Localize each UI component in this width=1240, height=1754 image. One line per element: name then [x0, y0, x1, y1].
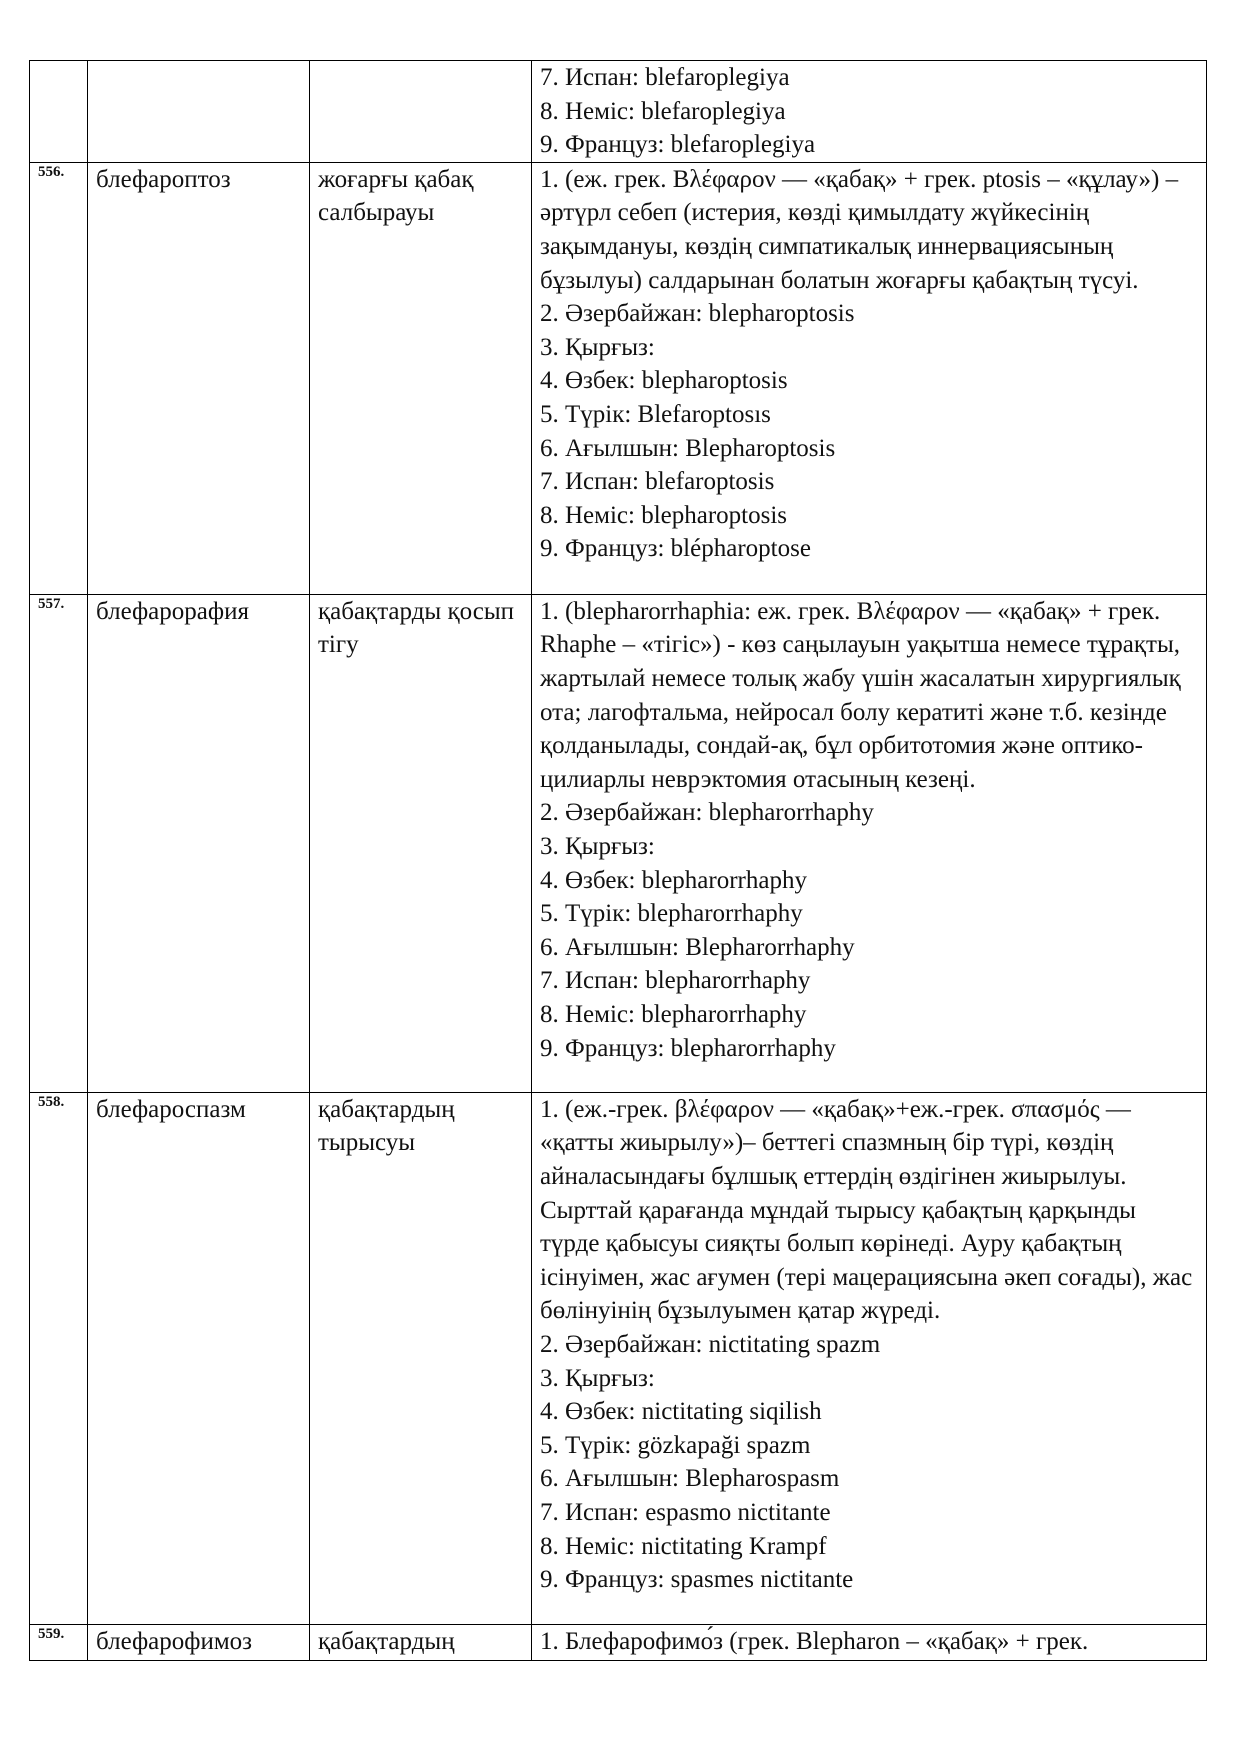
entry-number: 557.: [38, 595, 65, 612]
kazakh-term: жоғарғы қабақ салбырауы: [318, 165, 474, 227]
term: блефароптоз: [96, 165, 231, 193]
term: блефарорафия: [96, 597, 249, 625]
translation-line: 2. Әзербайжан: blepharorrhaphy: [540, 799, 874, 827]
translation-line: 6. Ағылшын: Blepharoptosis: [540, 434, 836, 462]
entry-number-cell: [30, 1092, 88, 1624]
translation-line: 5. Түрік: Blefaroptosıs: [540, 400, 771, 428]
table-row: [30, 1092, 1207, 1624]
entry-number-cell: [30, 594, 88, 1092]
term-cell: [88, 594, 310, 1092]
table-row: [30, 162, 1207, 594]
translation-line: 9. Француз: blepharorrhaphy: [540, 1034, 836, 1062]
translation-line: 9. Француз: blépharoptose: [540, 535, 811, 563]
translation-line: 9. Француз: blefaroplegiya: [540, 131, 816, 159]
term: блефароспазм: [96, 1095, 246, 1123]
translation-line: 2. Әзербайжан: nictitating spazm: [540, 1330, 881, 1358]
translation-line: 8. Неміс: blefaroplegiya: [540, 97, 786, 125]
translation-line: 7. Испан: blepharorrhaphy: [540, 967, 811, 995]
entry-number-cell: [30, 162, 88, 594]
translation-line: 4. Өзбек: nictitating siqilish: [540, 1398, 822, 1426]
dictionary-rows: [30, 61, 1207, 1661]
term-cell: [88, 1092, 310, 1624]
translation-line: 8. Неміс: blepharoptosis: [540, 501, 788, 529]
translation-line: 7. Испан: blefaroplegiya: [540, 64, 790, 91]
definition-cell: [532, 61, 1207, 163]
dictionary-table: [29, 60, 1207, 1661]
definition-cell: [532, 162, 1207, 594]
entry-number: 558.: [38, 1093, 65, 1110]
table-row: [30, 61, 1207, 163]
translation-line: 9. Француз: spasmes nictitante: [540, 1566, 854, 1594]
kazakh-term-cell: [310, 162, 532, 594]
kazakh-term: қабақтарды қосып тігу: [318, 597, 515, 659]
definition: 1. (еж.-грек. βλέφαρον — «қабақ»+еж.-грек. σπασμός — «қатты жиырылу»)– беттегі спазмның бір түрі, көздің айналасындағы бұлшық еттердің өздігінен жиырылуы. Сырттай қарағанда мұндай тырысу қабақтың қарқынды түрде қабысуы сияқты болып көрінеді. Ауру қабақтың ісінуімен, жас ағумен (тері мацерациясына әкеп соғады), жас бөлінуінің бұзылуымен қатар жүреді.: [540, 1095, 1193, 1325]
entry-number: 556.: [38, 163, 65, 180]
kazakh-term-cell: [310, 1624, 532, 1660]
kazakh-term-cell: [310, 61, 532, 163]
translation-line: 6. Ағылшын: Blepharorrhaphy: [540, 933, 855, 961]
kazakh-term-cell: [310, 1092, 532, 1624]
translation-line: 2. Әзербайжан: blepharoptosis: [540, 300, 855, 328]
translation-line: 8. Неміс: nictitating Krampf: [540, 1532, 827, 1560]
entry-number-cell: [30, 1624, 88, 1660]
term-cell: [88, 61, 310, 163]
translation-line: 3. Қырғыз:: [540, 1364, 655, 1392]
translation-line: 8. Неміс: blepharorrhaphy: [540, 1000, 807, 1028]
translation-line: 4. Өзбек: blepharoptosis: [540, 367, 788, 395]
table-row: [30, 1624, 1207, 1660]
term: блефарофимоз: [96, 1627, 253, 1655]
definition: 1. (blepharorrhaphia: еж. грек. Βλέφαρον — «қабақ» + грек. Rhaphe – «тігіс») - көз саңылауын уақытша немесе тұрақты, жартылай немесе толық жабу үшін жасалатын хирургиялық ота; лагофтальма, нейросал болу кератиті және т.б. кезінде қолданылады, сондай-ақ, бұл орбитотомия және оптико-цилиарлы неврэктомия отасының кезеңі.: [540, 597, 1181, 793]
definition: 1. (еж. грек. Βλέφαρον — «қабақ» + грек. ptosis – «құлау») – әртүрл себеп (истерия, көзді қимылдату жүйкесінің зақымдануы, көздің симпатикалық иннервациясының бұзылуы) салдарынан болатын жоғарғы қабақтың түсуі.: [540, 165, 1179, 294]
kazakh-term-cell: [310, 594, 532, 1092]
term-cell: [88, 162, 310, 594]
translation-line: 6. Ағылшын: Blepharospasm: [540, 1465, 840, 1493]
table-row: [30, 594, 1207, 1092]
translation-line: 7. Испан: espasmo nictitante: [540, 1498, 831, 1526]
translation-line: 3. Қырғыз:: [540, 333, 655, 361]
entry-number: 559.: [38, 1625, 65, 1642]
term-cell: [88, 1624, 310, 1660]
definition-cell: [532, 1092, 1207, 1624]
kazakh-term: қабақтардың тырысуы: [318, 1095, 455, 1157]
translation-line: 5. Түрік: gözkapaği spazm: [540, 1431, 811, 1459]
kazakh-term: қабақтардың: [318, 1627, 455, 1655]
translation-line: 3. Қырғыз:: [540, 832, 655, 860]
translation-line: 7. Испан: blefaroptosis: [540, 468, 775, 496]
definition-cell: [532, 1624, 1207, 1660]
translation-line: 5. Түрік: blepharorrhaphy: [540, 900, 803, 928]
translation-line: 4. Өзбек: blepharorrhaphy: [540, 866, 807, 894]
entry-number-cell: [30, 61, 88, 163]
definition: 1. Блефарофимо́з (грек. Blepharon – «қабақ» + грек.: [540, 1627, 1089, 1655]
definition-cell: [532, 594, 1207, 1092]
